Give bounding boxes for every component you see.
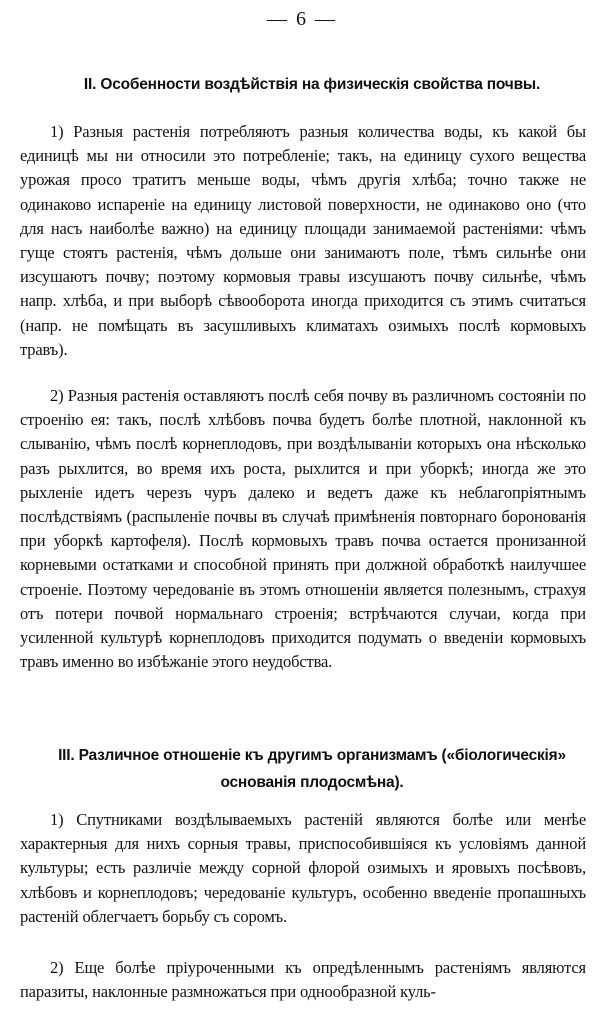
section-2-heading: II. Особенности воздѣйствія на физическія свойства почвы. bbox=[83, 76, 541, 93]
section-2-paragraph-2: 2) Разныя растенія оставляютъ послѣ себя почву въ различномъ состояніи по строенію ея: такъ, послѣ хлѣбовъ почва будетъ болѣе плотной, наклонной къ слыванію, чѣмъ послѣ корнеплодовъ, при воздѣлываніи которыхъ она нѣсколько разъ рыхлится, во время ихъ роста, рыхлится и при уборкѣ; иногда же это рыхленіе идетъ черезъ чуръ далеко и ведетъ даже къ неблагопріятнымъ послѣдствіямъ (распыленіе почвы въ случаѣ примѣненія повторнаго боронованія при уборкѣ картофеля). Послѣ кормовыхъ травъ почва остается пронизанной корневыми остатками и способной принять при должной обработкѣ наилучшее строеніе. Поэтому чередованіе въ этомъ отношеніи является полезнымъ, страхуя отъ потери почвой нормальнаго строенія; встрѣчаются случаи, когда при усиленной культурѣ корнеплодовъ приходится подумать о введеніи кормовыхъ травъ именно во избѣжаніе этого неудобства. bbox=[20, 386, 586, 672]
section-2-paragraph-1: 1) Разныя растенія потребляютъ разныя количества воды, къ какой бы единицѣ мы ни относили это потребленіе; такъ, на единицу сухого вещества урожая просо тратитъ меньше воды, чѣмъ другія хлѣба; точно также не одинаково испареніе на единицу листовой поверхности, не одинаково оно (что для насъ наиболѣе важно) на единицу площади занимаемой растеніями: чѣмъ гуще стоятъ растенія, чѣмъ дольше они занимаютъ поле, тѣмъ сильнѣе они изсушаютъ почву; поэтому кормовыя травы изсушаютъ почву сильнѣе, чѣмъ напр. хлѣба, и при выборѣ сѣвооборота иногда приходится съ этимъ считаться (напр. не помѣщать въ засушливыхъ климатахъ озимыхъ послѣ кормовыхъ травъ). bbox=[20, 122, 586, 359]
section-3-paragraph-2: 2) Еще болѣе пріуроченными къ опредѣленнымъ растеніямъ являются паразиты, наклонные размножаться при однообразной куль- bbox=[20, 958, 586, 1002]
section-3-paragraph-1: 1) Спутниками воздѣлываемыхъ растеній являются болѣе или менѣе характерныя для нихъ сорныя травы, приспособившіяся къ условіямъ данной культуры; есть различіе между сорной флорой озимыхъ и яровыхъ посѣвовъ, хлѣбовъ и корнеплодовъ; чередованіе культуръ, особенно введеніе пропашныхъ растеній облегчаетъ борьбу съ соромъ. bbox=[20, 810, 586, 926]
page-number: — 6 — bbox=[267, 8, 337, 30]
section-3-heading: III. Различное отношеніе къ другимъ организмамъ («біологическія» основанія плодосмѣна). bbox=[58, 747, 566, 791]
